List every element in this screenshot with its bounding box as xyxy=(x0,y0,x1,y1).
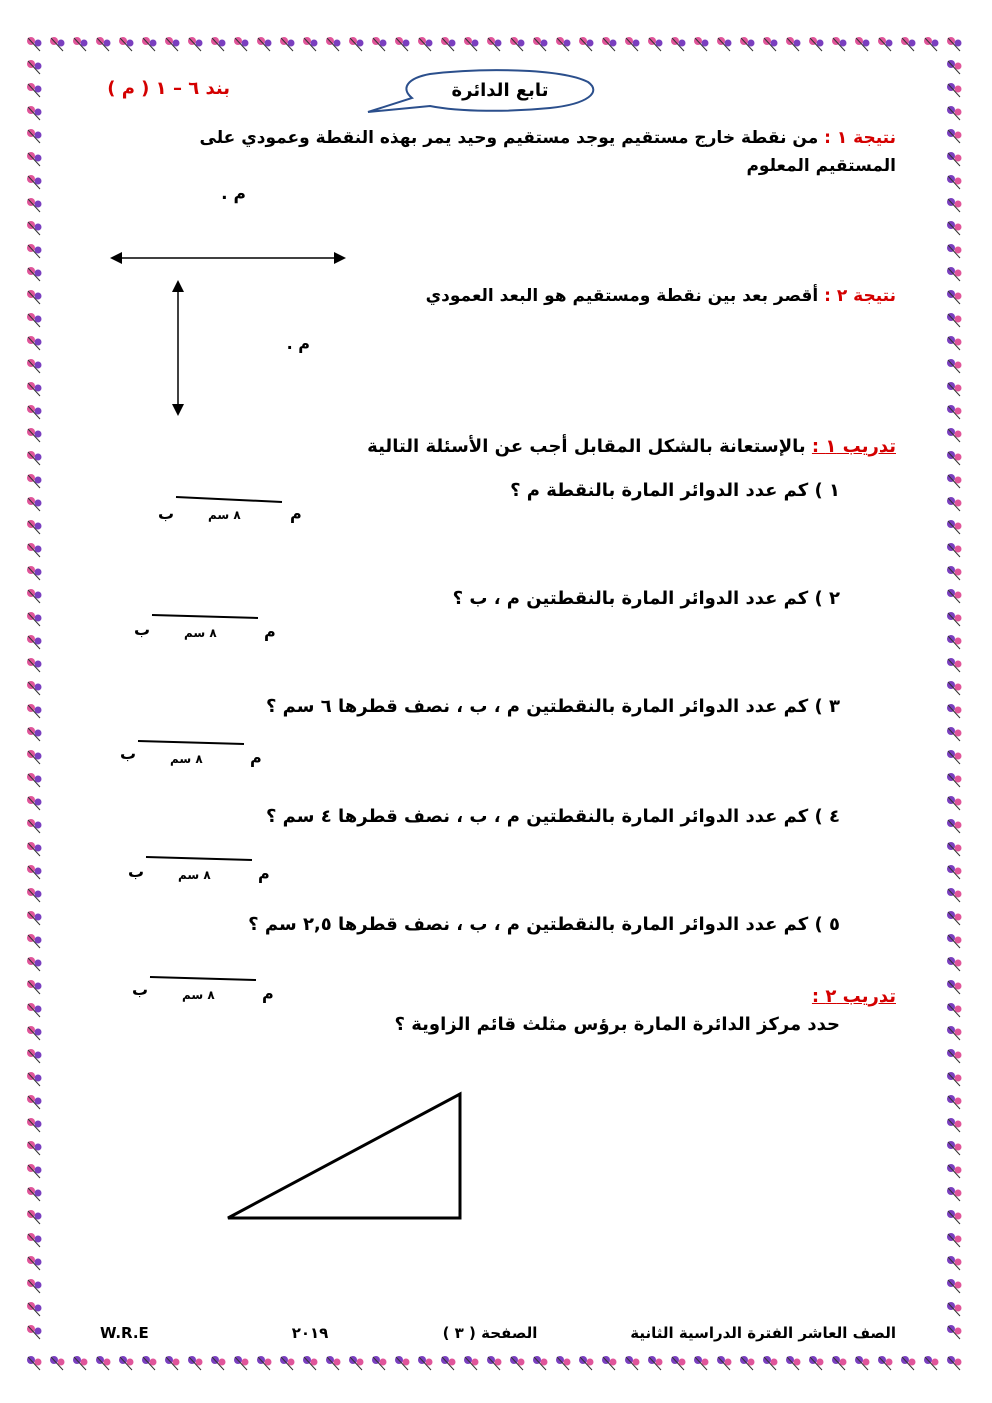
border-balloon-icon xyxy=(947,819,962,833)
border-balloon-icon xyxy=(27,405,42,419)
point-b-label: ب xyxy=(120,744,137,763)
border-balloon-icon xyxy=(947,957,962,971)
section-number: بند ٦ – ١ ( ﻡ ) xyxy=(107,78,230,99)
border-balloon-icon xyxy=(671,37,686,51)
border-balloon-icon xyxy=(947,1164,962,1178)
footer-year: ٢٠١٩ xyxy=(291,1324,329,1342)
border-balloon-icon xyxy=(947,1302,962,1316)
border-balloon-icon xyxy=(855,1356,870,1370)
border-balloon-icon xyxy=(947,1187,962,1201)
border-balloon-icon xyxy=(855,37,870,51)
border-balloon-icon xyxy=(27,1187,42,1201)
border-balloon-icon xyxy=(602,37,617,51)
border-balloon-icon xyxy=(27,1256,42,1270)
border-balloon-icon xyxy=(326,37,341,51)
border-balloon-icon xyxy=(648,37,663,51)
border-balloon-icon xyxy=(901,37,916,51)
border-balloon-icon xyxy=(418,37,433,51)
footer-grade: الصف العاشر الفترة الدراسية الثانية xyxy=(630,1324,896,1342)
border-balloon-icon xyxy=(947,244,962,258)
border-balloon-icon xyxy=(947,980,962,994)
border-balloon-icon xyxy=(947,566,962,580)
segment-line xyxy=(148,974,258,986)
border-balloon-icon xyxy=(27,152,42,166)
result-1-point: ﻡ . xyxy=(221,184,246,204)
border-balloon-icon xyxy=(763,37,778,51)
border-balloon-icon xyxy=(27,60,42,74)
border-balloon-icon xyxy=(73,37,88,51)
border-balloon-icon xyxy=(533,1356,548,1370)
border-balloon-icon xyxy=(326,1356,341,1370)
border-balloon-icon xyxy=(27,681,42,695)
border-balloon-icon xyxy=(96,37,111,51)
border-balloon-icon xyxy=(947,911,962,925)
exercise-1-label: تدريب ١ : xyxy=(811,436,896,457)
border-balloon-icon xyxy=(947,1118,962,1132)
border-balloon-icon xyxy=(947,1279,962,1293)
border-balloon-icon xyxy=(947,221,962,235)
border-balloon-icon xyxy=(947,60,962,74)
border-balloon-icon xyxy=(27,934,42,948)
border-balloon-icon xyxy=(487,37,502,51)
border-balloon-icon xyxy=(27,451,42,465)
border-balloon-icon xyxy=(211,1356,226,1370)
border-balloon-icon xyxy=(947,129,962,143)
border-balloon-icon xyxy=(947,934,962,948)
length-label: ٨ سم xyxy=(182,988,215,1002)
point-b-label: ب xyxy=(158,504,175,523)
border-balloon-icon xyxy=(349,1356,364,1370)
border-balloon-icon xyxy=(27,83,42,97)
border-balloon-icon xyxy=(947,313,962,327)
border-balloon-icon xyxy=(257,37,272,51)
exercise-2-text: حدد مركز الدائرة المارة برؤس مثلث قائم الزاوية ؟ xyxy=(394,1014,840,1035)
border-balloon-icon xyxy=(27,290,42,304)
question-4: ٤ ) كم عدد الدوائر المارة بالنقطتين ﻡ ، ب ، نصف قطرها ٤ سم ؟ xyxy=(265,806,840,827)
point-a-label: ﻡ xyxy=(290,504,302,523)
border-balloon-icon xyxy=(832,1356,847,1370)
border-balloon-icon xyxy=(947,290,962,304)
border-balloon-icon xyxy=(27,635,42,649)
border-balloon-icon xyxy=(947,612,962,626)
border-balloon-icon xyxy=(441,1356,456,1370)
length-label: ٨ سم xyxy=(184,626,217,640)
border-balloon-icon xyxy=(947,428,962,442)
border-balloon-icon xyxy=(510,1356,525,1370)
border-balloon-icon xyxy=(878,1356,893,1370)
border-balloon-icon xyxy=(947,773,962,787)
border-balloon-icon xyxy=(27,865,42,879)
border-balloon-icon xyxy=(27,221,42,235)
point-a-label: ﻡ xyxy=(258,864,270,883)
border-balloon-icon xyxy=(763,1356,778,1370)
border-balloon-icon xyxy=(280,37,295,51)
border-balloon-icon xyxy=(510,37,525,51)
footer-author: W.R.E xyxy=(100,1324,149,1342)
segment-figure-5 xyxy=(124,974,284,1010)
border-balloon-icon xyxy=(947,152,962,166)
border-balloon-icon xyxy=(27,1026,42,1040)
border-balloon-icon xyxy=(717,37,732,51)
border-balloon-icon xyxy=(50,1356,65,1370)
border-balloon-icon xyxy=(947,83,962,97)
border-balloon-icon xyxy=(947,474,962,488)
border-balloon-icon xyxy=(142,1356,157,1370)
border-balloon-icon xyxy=(556,1356,571,1370)
border-balloon-icon xyxy=(27,1141,42,1155)
right-triangle xyxy=(222,1088,468,1228)
border-balloon-icon xyxy=(464,1356,479,1370)
border-balloon-icon xyxy=(142,37,157,51)
border-balloon-icon xyxy=(947,359,962,373)
border-balloon-icon xyxy=(27,106,42,120)
border-balloon-icon xyxy=(947,497,962,511)
border-balloon-icon xyxy=(27,589,42,603)
border-balloon-icon xyxy=(464,37,479,51)
border-balloon-icon xyxy=(27,1118,42,1132)
segment-figure-1 xyxy=(150,494,310,530)
border-balloon-icon xyxy=(27,957,42,971)
border-balloon-icon xyxy=(27,566,42,580)
border-balloon-icon xyxy=(27,612,42,626)
border-balloon-icon xyxy=(947,1141,962,1155)
border-balloon-icon xyxy=(27,428,42,442)
border-balloon-icon xyxy=(556,37,571,51)
border-balloon-icon xyxy=(625,37,640,51)
border-balloon-icon xyxy=(947,1233,962,1247)
border-balloon-icon xyxy=(947,750,962,764)
border-balloon-icon xyxy=(27,382,42,396)
border-balloon-icon xyxy=(947,106,962,120)
border-balloon-icon xyxy=(947,1325,962,1339)
border-balloon-icon xyxy=(947,175,962,189)
result-1-text: من نقطة خارج مستقيم يوجد مستقيم وحيد يمر بهذه النقطة وعمودي على المستقيم المعلوم xyxy=(199,128,896,176)
border-balloon-icon xyxy=(27,1072,42,1086)
border-balloon-icon xyxy=(395,37,410,51)
result-2-label: نتيجة ٢ : xyxy=(824,286,896,306)
border-balloon-icon xyxy=(280,1356,295,1370)
border-balloon-icon xyxy=(303,1356,318,1370)
border-balloon-icon xyxy=(947,198,962,212)
point-a-label: ﻡ xyxy=(250,748,262,767)
point-a-label: ﻡ xyxy=(264,622,276,641)
question-3: ٣ ) كم عدد الدوائر المارة بالنقطتين ﻡ ، ب ، نصف قطرها ٦ سم ؟ xyxy=(265,696,840,717)
border-balloon-icon xyxy=(947,1095,962,1109)
border-balloon-icon xyxy=(579,1356,594,1370)
border-balloon-icon xyxy=(27,1279,42,1293)
border-balloon-icon xyxy=(947,267,962,281)
border-balloon-icon xyxy=(27,842,42,856)
border-balloon-icon xyxy=(947,888,962,902)
border-balloon-icon xyxy=(809,37,824,51)
border-balloon-icon xyxy=(27,267,42,281)
border-balloon-icon xyxy=(625,1356,640,1370)
border-balloon-icon xyxy=(533,37,548,51)
border-balloon-icon xyxy=(947,37,962,51)
segment-line xyxy=(150,612,260,624)
segment-figure-3 xyxy=(112,738,272,774)
border-balloon-icon xyxy=(27,244,42,258)
result-2-point: ﻡ . xyxy=(286,334,310,353)
point-b-label: ب xyxy=(132,980,149,999)
border-balloon-icon xyxy=(947,842,962,856)
length-label: ٨ سم xyxy=(208,508,241,522)
border-balloon-icon xyxy=(27,1003,42,1017)
border-balloon-icon xyxy=(947,1256,962,1270)
point-a-label: ﻡ xyxy=(262,984,274,1003)
segment-figure-4 xyxy=(120,854,280,890)
border-balloon-icon xyxy=(165,37,180,51)
bubble-title: تابع الدائرة xyxy=(451,80,549,101)
border-balloon-icon xyxy=(947,451,962,465)
border-balloon-icon xyxy=(947,727,962,741)
border-balloon-icon xyxy=(27,520,42,534)
border-balloon-icon xyxy=(418,1356,433,1370)
border-balloon-icon xyxy=(27,980,42,994)
border-balloon-icon xyxy=(27,1325,42,1339)
border-balloon-icon xyxy=(27,819,42,833)
border-balloon-icon xyxy=(947,1049,962,1063)
border-balloon-icon xyxy=(947,635,962,649)
border-balloon-icon xyxy=(947,704,962,718)
border-balloon-icon xyxy=(740,1356,755,1370)
border-balloon-icon xyxy=(27,543,42,557)
border-balloon-icon xyxy=(671,1356,686,1370)
border-balloon-icon xyxy=(27,198,42,212)
result-2 xyxy=(300,286,896,306)
border-balloon-icon xyxy=(165,1356,180,1370)
border-balloon-icon xyxy=(27,888,42,902)
border-balloon-icon xyxy=(809,1356,824,1370)
border-balloon-icon xyxy=(27,1302,42,1316)
horizontal-double-arrow xyxy=(108,248,348,268)
border-balloon-icon xyxy=(947,589,962,603)
border-balloon-icon xyxy=(395,1356,410,1370)
border-balloon-icon xyxy=(786,1356,801,1370)
border-balloon-icon xyxy=(27,911,42,925)
border-balloon-icon xyxy=(947,336,962,350)
border-balloon-icon xyxy=(694,1356,709,1370)
border-balloon-icon xyxy=(717,1356,732,1370)
border-balloon-icon xyxy=(27,175,42,189)
border-balloon-icon xyxy=(901,1356,916,1370)
border-balloon-icon xyxy=(27,129,42,143)
border-balloon-icon xyxy=(27,1233,42,1247)
segment-line xyxy=(174,494,284,506)
border-balloon-icon xyxy=(372,37,387,51)
border-balloon-icon xyxy=(924,1356,939,1370)
border-balloon-icon xyxy=(73,1356,88,1370)
border-balloon-icon xyxy=(947,382,962,396)
border-balloon-icon xyxy=(27,313,42,327)
border-balloon-icon xyxy=(648,1356,663,1370)
border-balloon-icon xyxy=(27,750,42,764)
border-balloon-icon xyxy=(694,37,709,51)
border-balloon-icon xyxy=(27,704,42,718)
border-balloon-icon xyxy=(303,37,318,51)
border-balloon-icon xyxy=(27,773,42,787)
border-balloon-icon xyxy=(50,37,65,51)
border-balloon-icon xyxy=(349,37,364,51)
border-balloon-icon xyxy=(924,37,939,51)
border-balloon-icon xyxy=(27,37,42,51)
border-balloon-icon xyxy=(947,681,962,695)
result-1-label: نتيجة ١ : xyxy=(824,128,896,148)
border-balloon-icon xyxy=(441,37,456,51)
border-balloon-icon xyxy=(27,727,42,741)
border-balloon-icon xyxy=(878,37,893,51)
question-5: ٥ ) كم عدد الدوائر المارة بالنقطتين ﻡ ، ب ، نصف قطرها ٢,٥ سم ؟ xyxy=(248,914,840,935)
border-balloon-icon xyxy=(27,474,42,488)
border-balloon-icon xyxy=(27,336,42,350)
border-balloon-icon xyxy=(96,1356,111,1370)
border-balloon-icon xyxy=(947,405,962,419)
border-balloon-icon xyxy=(188,37,203,51)
border-balloon-icon xyxy=(27,359,42,373)
question-1: ١ ) كم عدد الدوائر المارة بالنقطة ﻡ ؟ xyxy=(510,480,840,501)
border-balloon-icon xyxy=(27,1356,42,1370)
border-balloon-icon xyxy=(579,37,594,51)
border-balloon-icon xyxy=(947,1026,962,1040)
border-balloon-icon xyxy=(211,37,226,51)
exercise-1-text: بالإستعانة بالشكل المقابل أجب عن الأسئلة التالية xyxy=(367,436,806,457)
exercise-1-heading xyxy=(300,436,896,457)
border-balloon-icon xyxy=(119,1356,134,1370)
border-balloon-icon xyxy=(27,497,42,511)
footer-page: الصفحة ( ٣ ) xyxy=(442,1324,538,1342)
question-2: ٢ ) كم عدد الدوائر المارة بالنقطتين ﻡ ، ب ؟ xyxy=(452,588,840,609)
border-balloon-icon xyxy=(947,796,962,810)
border-balloon-icon xyxy=(27,1049,42,1063)
segment-figure-2 xyxy=(126,612,286,648)
segment-line xyxy=(136,738,246,750)
result-2-text: أقصر بعد بين نقطة ومستقيم هو البعد العمودي xyxy=(425,286,819,306)
border-balloon-icon xyxy=(947,1003,962,1017)
border-balloon-icon xyxy=(234,1356,249,1370)
segment-line xyxy=(144,854,254,866)
point-b-label: ب xyxy=(134,620,151,639)
border-balloon-icon xyxy=(947,520,962,534)
border-balloon-icon xyxy=(119,37,134,51)
border-balloon-icon xyxy=(234,37,249,51)
border-balloon-icon xyxy=(257,1356,272,1370)
length-label: ٨ سم xyxy=(170,752,203,766)
result-1 xyxy=(130,124,896,208)
border-balloon-icon xyxy=(487,1356,502,1370)
border-balloon-icon xyxy=(27,1210,42,1224)
border-balloon-icon xyxy=(947,865,962,879)
border-balloon-icon xyxy=(602,1356,617,1370)
border-balloon-icon xyxy=(27,1164,42,1178)
border-balloon-icon xyxy=(947,1210,962,1224)
point-b-label: ب xyxy=(128,862,145,881)
border-balloon-icon xyxy=(786,37,801,51)
border-balloon-icon xyxy=(832,37,847,51)
border-balloon-icon xyxy=(27,658,42,672)
border-balloon-icon xyxy=(947,1356,962,1370)
border-balloon-icon xyxy=(188,1356,203,1370)
exercise-2-label: تدريب ٢ : xyxy=(811,986,896,1007)
border-balloon-icon xyxy=(372,1356,387,1370)
vertical-double-arrow xyxy=(168,278,188,418)
border-balloon-icon xyxy=(947,543,962,557)
border-balloon-icon xyxy=(740,37,755,51)
border-balloon-icon xyxy=(27,1095,42,1109)
border-balloon-icon xyxy=(27,796,42,810)
border-balloon-icon xyxy=(947,1072,962,1086)
length-label: ٨ سم xyxy=(178,868,211,882)
border-balloon-icon xyxy=(947,658,962,672)
